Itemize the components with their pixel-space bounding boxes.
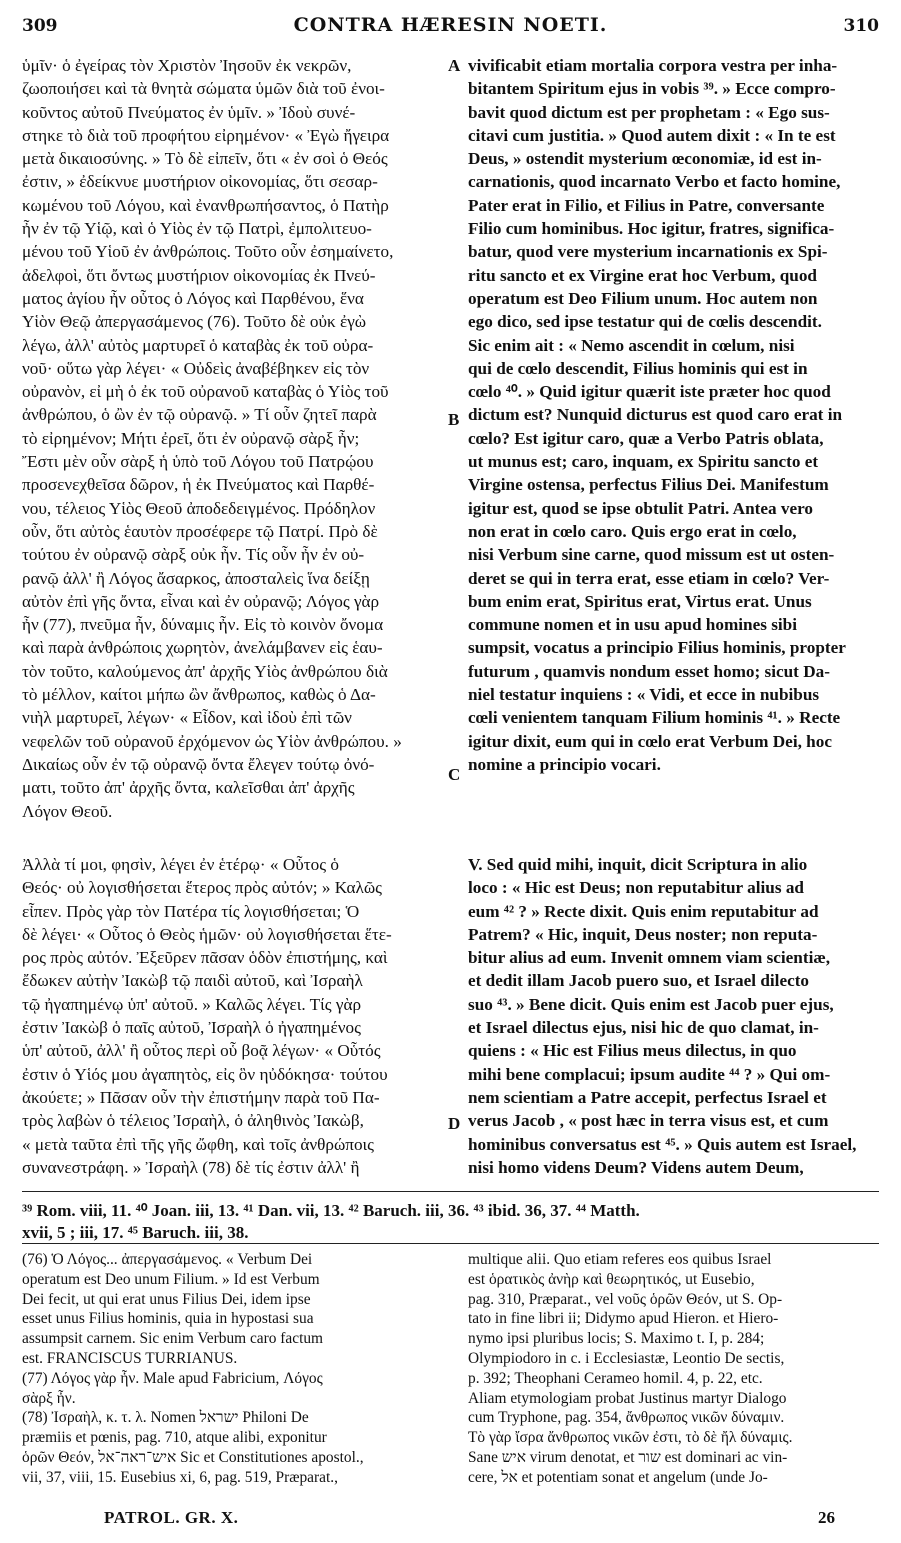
- text-line: Τὸ γὰρ ἴσρα ἄνθρωπος νικῶν ἐστι, τὸ δὲ ἤλ δύναμις.: [468, 1429, 793, 1447]
- text-line: et dedit illam Jacob puero suo, et Israel dilecto: [468, 971, 810, 991]
- text-line: λέγω, ἀλλ' αὐτὸς μαρτυρεῖ ὁ καταβὰς ἐκ τοῦ οὐρα-: [22, 335, 374, 355]
- text-line: nisi homo videns Deum? Videns autem Deum,: [468, 1157, 804, 1177]
- text-line: bitur alius ad eum. Invenit omnem viam scientiæ,: [468, 948, 831, 968]
- text-line: et Israel dilectus ejus, nisi hic de quo clamat, in-: [468, 1018, 819, 1038]
- text-line: nisi Verbum sine carne, quod missum est ut osten-: [468, 545, 835, 565]
- text-line: (78) Ἰσραὴλ, κ. τ. λ. Nomen ישראל Philoni De: [22, 1409, 309, 1427]
- text-line: niel testatur inquiens : « Vidi, et ecce in nubibus: [468, 685, 820, 705]
- text-line: μένου τοῦ Υἱοῦ ἐν ἀνθρώποις. Τοῦτο οὖν ἐσημαίνετο,: [22, 242, 394, 262]
- text-line: bum enim erat, Spiritus erat, Virtus erat. Unus: [468, 591, 812, 611]
- text-line: κοῦντος αὐτοῦ Πνεύματος ἐν ὑμῖν. » Ἰδοὺ συνέ-: [22, 102, 356, 122]
- text-line: cum Tryphone, pag. 354, ἄνθρωπος νικῶν δύναμιν.: [468, 1409, 785, 1427]
- text-line: ζωοποιήσει καὶ τὰ θνητὰ σώματα ὑμῶν διὰ τοῦ ἐνοι-: [22, 79, 385, 99]
- text-line: ἀδελφοὶ, ὅτι ὄντως μυστήριον οἰκονομίας ἐκ Πνεύ-: [22, 265, 376, 285]
- text-line: ρανῷ ἀλλ' ἢ Λόγος ἄσαρκος, ἀποσταλεὶς ἵνα δείξῃ: [22, 568, 370, 588]
- text-line: non erat in cœlo caro. Quis ergo erat in cœlo,: [468, 521, 797, 541]
- text-line: tato in fine libri ii; Didymo apud Hieron. et Hiero-: [468, 1310, 779, 1328]
- text-line: (76) Ὁ Λόγος... ἀπεργασάμενος. « Verbum Dei: [22, 1251, 313, 1268]
- latin-column-lower: [468, 853, 880, 1179]
- text-line: Ἔστι μὲν οὖν σὰρξ ἡ ὑπὸ τοῦ Λόγου τοῦ Πατρῴου: [22, 452, 374, 472]
- text-line: loco : « Hic est Deus; non reputabitur alius ad: [468, 878, 804, 898]
- text-line: Θεός· οὐ λογισθήσεται ἕτερος πρὸς αὐτόν; » Καλῶς: [22, 878, 382, 898]
- text-line: αὐτὸν ἐπὶ γῆς ὄντα, εἶναι καὶ ἐν οὐρανῷ; Λόγος γὰρ: [22, 591, 380, 611]
- text-line: igitur est, quod se ipse obtulit Patri. Antea vero: [468, 498, 814, 518]
- divider-rule: [22, 1191, 879, 1192]
- text-line: ἀκούετε; » Πᾶσαν οὖν τὴν ἐπιστήμην παρὰ τοῦ Πα-: [22, 1087, 380, 1107]
- text-line: τούτου ἐν οὐρανῷ σὰρξ οὐκ ἦν. Τίς οὖν ἦν ἐν οὐ-: [22, 545, 365, 565]
- text-line: τὸ μέλλον, καίτοι μήπω ὢν ἄνθρωπος, καθὼς ὁ Δα-: [22, 685, 376, 705]
- text-line: xvii, 5 ; iii, 17. ⁴⁵ Baruch. iii, 38.: [22, 1223, 249, 1242]
- text-line: τῷ ἠγαπημένῳ ὑπ' αὐτοῦ. » Καλῶς λέγει. Τίς γὰρ: [22, 994, 362, 1014]
- margin-mark-d: D: [448, 1114, 461, 1133]
- text-line: dictum est? Nunquid dicturus est quod caro erat in: [468, 405, 843, 425]
- text-line: nomine a principio vocari.: [468, 754, 661, 774]
- text-line: vivificabit etiam mortalia corpora vestra per inha-: [468, 56, 838, 75]
- text-line: multique alii. Quo etiam referes eos quibus Israel: [468, 1251, 772, 1268]
- text-line: ἐστιν, » ἐδείκνυε μυστήριον οἰκονομίας, ὅτι σεσαρ-: [22, 172, 378, 192]
- text-line: ut munus est; caro, inquam, ex Spiritu sancto et: [468, 452, 819, 472]
- text-line: batur, quod vere mysterium incarnationis ex Spi-: [468, 242, 828, 262]
- running-header: [22, 10, 879, 38]
- text-line: τὸν τοῦτο, καλούμενος ἀπ' ἀρχῆς Υἱὸς ἀνθρώπου διὰ: [22, 661, 388, 681]
- text-line: νεφελῶν τοῦ οὐρανοῦ ἐρχόμενον ὡς Υἱὸν ἀνθρώπου. »: [22, 731, 402, 751]
- text-line: ματι, τοῦτο ἀπ' ἀρχῆς ὄντα, καλεῖσθαι ἀπ' ἀρχῆς: [22, 778, 355, 798]
- text-line: ἐστιν Ἰακὼβ ὁ παῖς αὐτοῦ, Ἰσραὴλ ὁ ἠγαπημένος: [22, 1018, 361, 1038]
- text-line: νου, τέλειος Υἱὸς Θεοῦ ἀποδεδειγμένος. Πρόδηλον: [22, 498, 376, 518]
- text-line: suo ⁴³. » Bene dicit. Quis enim est Jacob puer ejus,: [468, 994, 834, 1014]
- text-line: συνανεστράφη. » Ἰσραὴλ (78) δὲ τίς ἐστιν ἀλλ' ἢ: [22, 1157, 360, 1177]
- text-line: ego dico, sed ipse testatur qui de cœlis descendit.: [468, 312, 822, 332]
- text-line: Δικαίως οὖν ἐν τῷ οὐρανῷ ὄντα ἔλεγεν τούτῳ ὀνό-: [22, 754, 375, 774]
- text-line: qui de cœlo descendit, Filius hominis qui est in: [468, 358, 808, 378]
- divider-rule: [22, 1243, 879, 1244]
- text-line: cœlo ⁴⁰. » Quid igitur quærit iste præter hoc quod: [468, 382, 831, 402]
- text-line: δὲ λέγει· « Οὗτος ὁ Θεὸς ἡμῶν· οὐ λογισθήσεται ἕτε-: [22, 924, 392, 944]
- text-line: futurum , quamvis nondum esset homo; sicut Da-: [468, 661, 830, 681]
- text-line: igitur dixit, eum qui in cœlo erat Verbum Dei, hoc: [468, 731, 832, 751]
- text-line: est ὁρατικὸς ἀνὴρ καὶ θεωρητικός, ut Eusebio,: [468, 1270, 755, 1288]
- text-line: est. FRANCISCUS TURRIANUS.: [22, 1349, 238, 1367]
- text-line: hominibus conversatus est ⁴⁵. » Quis autem est Israel,: [468, 1134, 857, 1154]
- text-line: Olympiodoro in c. i Ecclesiastæ, Leontio De sectis,: [468, 1349, 785, 1367]
- text-line: vii, 37, viii, 15. Eusebius xi, 6, pag. 519, Præparat.,: [22, 1468, 338, 1486]
- text-line: operatum est Deo unum Filium. » Id est Verbum: [22, 1270, 320, 1288]
- scripture-references: [22, 1200, 879, 1244]
- greek-column-lower: [22, 853, 442, 1179]
- page-number-right: 310: [843, 16, 879, 36]
- text-line: bavit quod dictum est per prophetam : « Ego sus-: [468, 102, 830, 122]
- text-line: ritu sancto et ex Virgine erat hoc Verbum, quod: [468, 265, 817, 285]
- text-line: bitantem Spiritum ejus in vobis ³⁹. » Ecce compro-: [468, 79, 836, 99]
- text-line: nymo ipsi pluribus locis; S. Maximo t. I, p. 284;: [468, 1330, 765, 1348]
- text-line: esset unus Filius hominis, quia in hypostasi sua: [22, 1310, 314, 1328]
- text-line: ὑπ' αὐτοῦ, ἀλλ' ἢ οὗτος περὶ οὗ βοᾷ λέγων· « Οὗτός: [22, 1041, 381, 1061]
- text-line: carnationis, quod incarnato Verbo et facto homine,: [468, 172, 841, 192]
- text-line: (77) Λόγος γὰρ ἦν. Male apud Fabricium, Λόγος: [22, 1369, 323, 1387]
- text-line: καὶ παρὰ ἀνθρώποις χωρητὸν, ἀνελάμβανεν εἰς ἑαυ-: [22, 638, 383, 658]
- text-line: νιὴλ μαρτυρεῖ, λέγων· « Εἶδον, καὶ ἰδοὺ ἐπὶ τῶν: [22, 708, 352, 728]
- text-line: εἶπεν. Πρὸς γὰρ τὸν Πατέρα τίς λογισθήσεται; Ὁ: [22, 901, 360, 921]
- text-line: operatum est Deo Filium unum. Hoc autem non: [468, 288, 818, 308]
- text-line: Ἀλλὰ τί μοι, φησὶν, λέγει ἐν ἑτέρῳ· « Οὗτος ὁ: [22, 855, 339, 874]
- latin-column-upper: [468, 54, 880, 776]
- page-number-left: 309: [22, 16, 58, 36]
- text-line: οὖν, ὅτι αὐτὸς ἑαυτὸν προσέφερε τῷ Πατρί. Πρὸ δὲ: [22, 521, 378, 541]
- text-line: cœli venientem tanquam Filium hominis ⁴¹. » Recte: [468, 708, 841, 728]
- text-line: Virgine ostensa, perfectus Filius Dei. Manifestum: [468, 475, 829, 495]
- text-line: τὸ εἰρημένον; Μήτι ἐρεῖ, ὅτι ἐν οὐρανῷ σὰρξ ἦν;: [22, 428, 360, 448]
- text-line: verus Jacob , « post hæc in terra visus est, et cum: [468, 1111, 829, 1131]
- text-line: sumpsit, vocatus a principio Filius hominis, propter: [468, 638, 846, 658]
- text-line: οὐρανὸν, εἰ μὴ ὁ ἐκ τοῦ οὐρανοῦ καταβὰς ὁ Υἱὸς τοῦ: [22, 382, 389, 402]
- text-line: Υἱὸν Θεῷ ἀπεργασάμενος (76). Τοῦτο δὲ οὐκ ἐγὼ: [22, 312, 367, 332]
- text-line: Sic enim ait : « Nemo ascendit in cœlum, nisi: [468, 335, 795, 355]
- running-title: CONTRA HÆRESIN NOETI.: [293, 14, 608, 36]
- margin-mark-c: C: [448, 765, 461, 784]
- text-line: ρος πρὸς αὐτόν. Ἐξεῦρεν πᾶσαν ὁδὸν ἐπιστήμης, καὶ: [22, 948, 388, 968]
- text-line: nem scientiam a Patre accepit, perfectus Israel et: [468, 1087, 827, 1107]
- text-line: κωμένου τοῦ Λόγου, καὶ ἐνανθρωπήσαντος, ὁ Πατὴρ: [22, 195, 389, 215]
- text-line: cœlo? Est igitur caro, quæ a Verbo Patris oblata,: [468, 428, 824, 448]
- text-line: ἦν (77), πνεῦμα ἦν, δύναμις ἦν. Εἰς τὸ κοινὸν ὄνομα: [22, 615, 384, 635]
- text-line: ὁρῶν Θεόν, איש־ראה־אל Sic et Constitutiones apostol.,: [22, 1448, 364, 1466]
- text-line: cere, אל et potentiam sonat et angelum (unde Jo-: [468, 1468, 768, 1486]
- text-line: ὑμῖν· ὁ ἐγείρας τὸν Χριστὸν Ἰησοῦν ἐκ νεκρῶν,: [22, 56, 352, 75]
- signature-mark: PATROL. GR. X.: [104, 1508, 239, 1527]
- text-line: ³⁹ Rom. viii, 11. ⁴⁰ Joan. iii, 13. ⁴¹ Dan. vii, 13. ⁴² Baruch. iii, 36. ⁴³ ibid. 36, 37. ⁴⁴ Matth.: [22, 1201, 640, 1220]
- text-line: p. 392; Theophani Cerameo homil. 4, p. 22, etc.: [468, 1369, 763, 1387]
- margin-mark-b: B: [448, 410, 460, 429]
- margin-mark-a: A: [448, 56, 461, 75]
- text-line: ματος ἁγίου ἦν οὗτος ὁ Λόγος καὶ Παρθένου, ἕνα: [22, 288, 364, 308]
- text-line: ἀνθρώπου, ὁ ὢν ἐν τῷ οὐρανῷ. » Τί οὖν ζητεῖ παρὰ: [22, 405, 377, 425]
- text-line: Sane איש virum denotat, et שור est dominari ac vin-: [468, 1448, 788, 1466]
- text-line: « μετὰ ταῦτα ἐπὶ τῆς γῆς ὤφθη, καὶ τοῖς ἀνθρώποις: [22, 1134, 374, 1154]
- text-line: citavi cum justitia. » Quod autem dixit : « In te est: [468, 125, 836, 145]
- text-line: στηκε τὸ διὰ τοῦ προφήτου εἰρημένον· « Ἐγὼ ἤγειρα: [22, 125, 390, 145]
- text-line: eum ⁴² ? » Recte dixit. Quis enim reputabitur ad: [468, 901, 819, 921]
- text-line: deret se qui in terra erat, esse etiam in cœlo? Ver-: [468, 568, 830, 588]
- text-line: τρὸς λαβὼν ὁ τέλειος Ἰσραὴλ, ὁ ἀληθινὸς Ἰακὼβ,: [22, 1111, 364, 1131]
- text-line: προσενεχθεῖσα δῶρον, ἡ ἐκ Πνεύματος καὶ Παρθέ-: [22, 475, 375, 495]
- text-line: Deus, » ostendit mysterium œconomiæ, id est in-: [468, 149, 822, 169]
- text-line: V. Sed quid mihi, inquit, dicit Scriptura in alio: [468, 855, 808, 874]
- text-line: Patrem? « Hic, inquit, Deus noster; non reputa-: [468, 924, 818, 944]
- text-line: commune nomen et in usu apud homines sibi: [468, 615, 798, 635]
- text-line: ἔδωκεν αὐτὴν Ἰακὼβ τῷ παιδὶ αὐτοῦ, καὶ Ἰσραὴλ: [22, 971, 363, 991]
- text-line: Λόγον Θεοῦ.: [22, 801, 113, 821]
- text-line: νοῦ· οὕτω γὰρ λέγει· « Οὐδεὶς ἀναβέβηκεν εἰς τὸν: [22, 358, 370, 378]
- gathering-number: 26: [818, 1508, 835, 1527]
- text-line: Dei fecit, ut qui erat unus Filius Dei, idem ipse: [22, 1290, 311, 1308]
- text-line: Pater erat in Filio, et Filius in Patre, conversante: [468, 195, 825, 215]
- text-line: ἐστιν ὁ Υἱός μου ἀγαπητὸς, εἰς ὃν ηὐδόκησα· τούτου: [22, 1064, 388, 1084]
- text-line: σὰρξ ἦν.: [22, 1389, 76, 1407]
- text-line: Aliam etymologiam probat Justinus martyr Dialogo: [468, 1389, 787, 1407]
- footnotes-right: [468, 1250, 880, 1488]
- text-line: præmiis et pœnis, pag. 710, atque alibi, exponitur: [22, 1429, 327, 1447]
- text-line: ἦν ἐν τῷ Υἱῷ, καὶ ὁ Υἱὸς ἐν τῷ Πατρὶ, ἐμπολιτευο-: [22, 219, 372, 239]
- text-line: pag. 310, Præparat., vel νοῦς ὁρῶν Θεόν, ut S. Op-: [468, 1290, 783, 1308]
- greek-column-upper: [22, 54, 442, 823]
- text-line: mihi bene complacui; ipsum audite ⁴⁴ ? » Qui om-: [468, 1064, 831, 1084]
- text-line: assumpsit carnem. Sic enim Verbum caro factum: [22, 1330, 324, 1348]
- text-line: Filio cum hominibus. Hoc igitur, fratres, significa-: [468, 219, 835, 239]
- text-line: μετὰ δικαιοσύνης. » Τὸ δὲ εἰπεῖν, ὅτι « ἐν σοὶ ὁ Θεός: [22, 149, 388, 169]
- footnotes-left: [22, 1250, 442, 1488]
- text-line: quiens : « Hic est Filius meus dilectus, in quo: [468, 1041, 797, 1061]
